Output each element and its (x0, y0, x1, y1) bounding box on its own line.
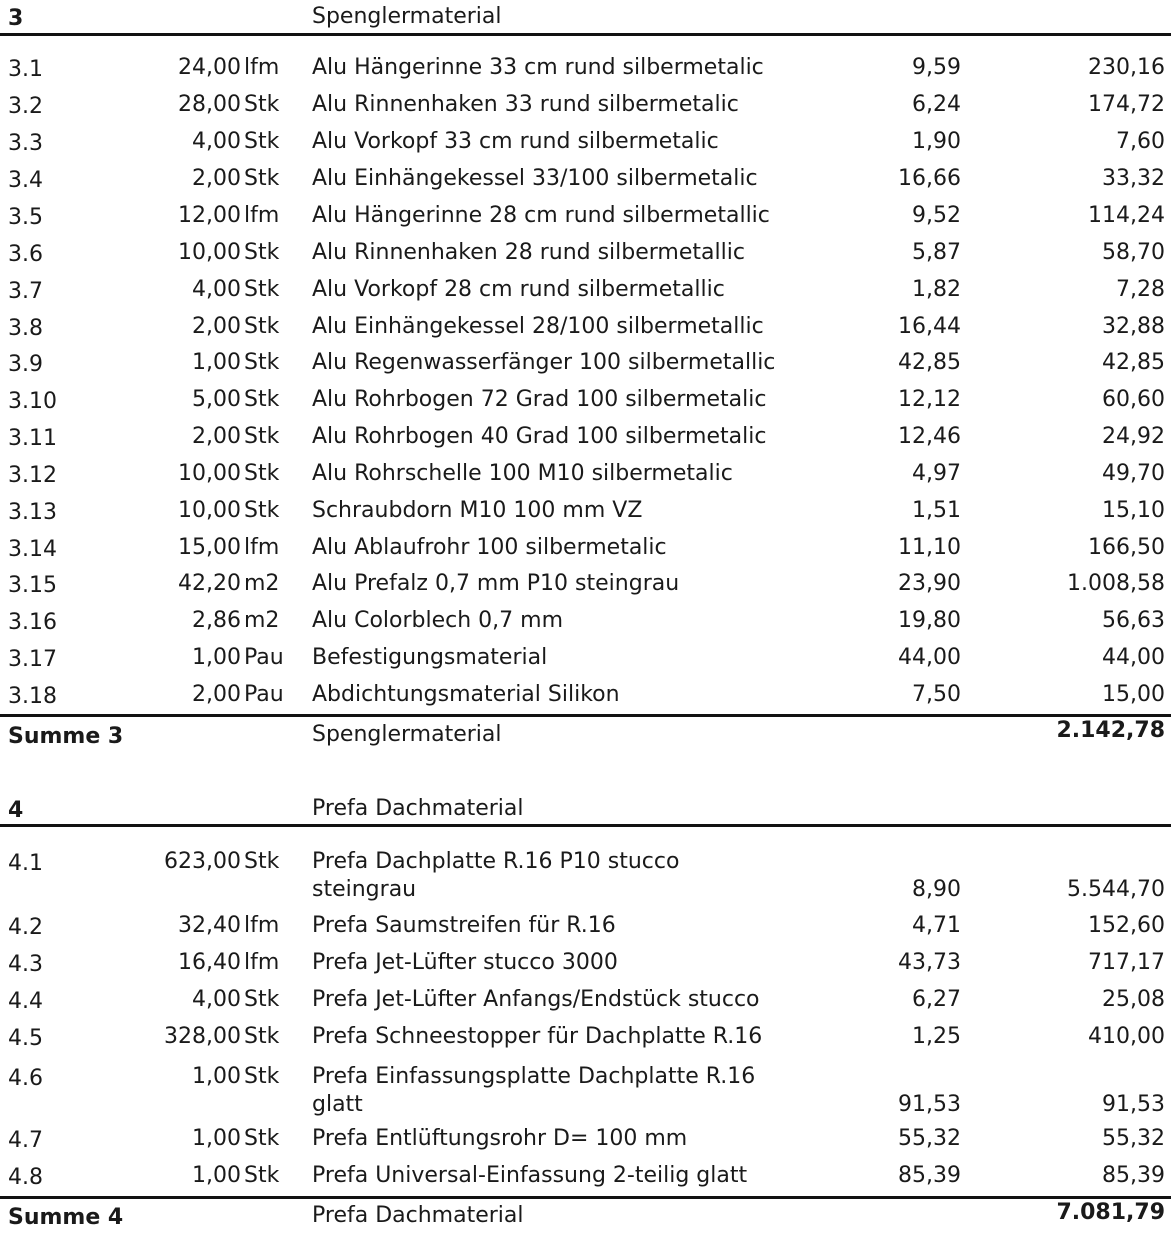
item-quantity: 10,00 (178, 461, 241, 486)
item-position: 3.11 (8, 426, 57, 451)
item-total: 32,88 (1102, 314, 1165, 339)
item-position: 3.18 (8, 684, 57, 709)
item-unit-price: 43,73 (898, 950, 961, 975)
item-position: 3.14 (8, 537, 57, 562)
item-unit: Stk (244, 314, 280, 339)
item-description: Alu Prefalz 0,7 mm P10 steingrau (312, 571, 680, 596)
item-unit: m2 (244, 571, 280, 596)
item-description: Prefa Dachplatte R.16 P10 stucco (312, 849, 680, 874)
item-total: 174,72 (1088, 92, 1165, 117)
item-unit-price: 8,90 (912, 877, 961, 902)
item-unit: lfm (244, 535, 280, 560)
item-total: 33,32 (1102, 166, 1165, 191)
item-description: Prefa Schneestopper für Dachplatte R.16 (312, 1024, 763, 1049)
item-quantity: 1,00 (192, 645, 241, 670)
item-description: Prefa Universal-Einfassung 2-teilig glatt (312, 1163, 748, 1188)
item-total: 60,60 (1102, 387, 1165, 412)
item-total: 152,60 (1088, 913, 1165, 938)
item-description: Alu Regenwasserfänger 100 silbermetallic (312, 350, 776, 375)
item-quantity: 24,00 (178, 55, 241, 80)
item-unit-price: 1,25 (912, 1024, 961, 1049)
section-number: 3 (8, 6, 24, 31)
item-description: Schraubdorn M10 100 mm VZ (312, 498, 643, 523)
item-unit: lfm (244, 55, 280, 80)
item-position: 4.4 (8, 989, 43, 1014)
item-quantity: 10,00 (178, 498, 241, 523)
item-quantity: 623,00 (164, 849, 241, 874)
item-unit: Stk (244, 461, 280, 486)
section-sum-title: Spenglermaterial (312, 722, 502, 747)
item-unit: Stk (244, 277, 280, 302)
item-position: 3.1 (8, 57, 43, 82)
item-quantity: 12,00 (178, 203, 241, 228)
item-unit-price: 7,50 (912, 682, 961, 707)
item-total: 1.008,58 (1067, 571, 1165, 596)
item-unit-price: 11,10 (898, 535, 961, 560)
item-description: Alu Rinnenhaken 28 rund silbermetallic (312, 240, 745, 265)
item-unit: Stk (244, 1064, 280, 1089)
item-quantity: 2,00 (192, 682, 241, 707)
section-sum-label: Summe 3 (8, 724, 124, 749)
item-quantity: 2,00 (192, 166, 241, 191)
item-total: 5.544,70 (1067, 877, 1165, 902)
item-position: 4.8 (8, 1165, 43, 1190)
item-quantity: 4,00 (192, 129, 241, 154)
item-description: Alu Hängerinne 33 cm rund silbermetalic (312, 55, 764, 80)
item-description: Alu Einhängekessel 28/100 silbermetallic (312, 314, 764, 339)
section-sum-title: Prefa Dachmaterial (312, 1203, 524, 1228)
item-quantity: 28,00 (178, 92, 241, 117)
item-unit: lfm (244, 203, 280, 228)
item-quantity: 10,00 (178, 240, 241, 265)
item-unit-price: 19,80 (898, 608, 961, 633)
item-description: Alu Einhängekessel 33/100 silbermetalic (312, 166, 758, 191)
item-quantity: 328,00 (164, 1024, 241, 1049)
item-position: 4.1 (8, 851, 43, 876)
item-unit-price: 12,12 (898, 387, 961, 412)
item-position: 3.5 (8, 205, 43, 230)
item-total: 56,63 (1102, 608, 1165, 633)
item-quantity: 2,00 (192, 424, 241, 449)
item-description: Alu Colorblech 0,7 mm (312, 608, 564, 633)
item-description: Alu Rohrbogen 40 Grad 100 silbermetalic (312, 424, 767, 449)
item-description: Prefa Entlüftungsrohr D= 100 mm (312, 1126, 688, 1151)
item-unit: Stk (244, 129, 280, 154)
item-unit: Stk (244, 1024, 280, 1049)
item-quantity: 1,00 (192, 1163, 241, 1188)
item-description: Alu Rohrschelle 100 M10 silbermetalic (312, 461, 733, 486)
section-header-rule (0, 33, 1171, 36)
item-total: 49,70 (1102, 461, 1165, 486)
item-unit: lfm (244, 913, 280, 938)
item-unit: Pau (244, 682, 284, 707)
item-description: Prefa Jet-Lüfter stucco 3000 (312, 950, 618, 975)
item-quantity: 1,00 (192, 1064, 241, 1089)
section-number: 4 (8, 798, 24, 823)
item-unit-price: 42,85 (898, 350, 961, 375)
item-description: Abdichtungsmaterial Silikon (312, 682, 620, 707)
item-unit: Stk (244, 387, 280, 412)
item-quantity: 2,86 (192, 608, 241, 633)
item-unit: Stk (244, 498, 280, 523)
item-total: 91,53 (1102, 1092, 1165, 1117)
item-unit: Stk (244, 849, 280, 874)
item-unit-price: 4,97 (912, 461, 961, 486)
item-position: 4.3 (8, 952, 43, 977)
section-sum-rule (0, 1196, 1171, 1199)
item-unit: m2 (244, 608, 280, 633)
item-unit: Pau (244, 645, 284, 670)
item-quantity: 1,00 (192, 350, 241, 375)
item-position: 3.12 (8, 463, 57, 488)
item-description: Befestigungsmaterial (312, 645, 548, 670)
item-quantity: 15,00 (178, 535, 241, 560)
item-total: 410,00 (1088, 1024, 1165, 1049)
item-unit: lfm (244, 950, 280, 975)
item-description: Alu Vorkopf 33 cm rund silbermetalic (312, 129, 719, 154)
item-total: 24,92 (1102, 424, 1165, 449)
item-unit-price: 85,39 (898, 1163, 961, 1188)
section-sum-total: 2.142,78 (1056, 718, 1165, 743)
item-unit-price: 9,52 (912, 203, 961, 228)
item-quantity: 4,00 (192, 987, 241, 1012)
item-total: 7,28 (1116, 277, 1165, 302)
section-title: Prefa Dachmaterial (312, 796, 524, 821)
item-position: 3.16 (8, 610, 57, 635)
item-unit: Stk (244, 166, 280, 191)
item-total: 25,08 (1102, 987, 1165, 1012)
item-description: Alu Ablaufrohr 100 silbermetalic (312, 535, 667, 560)
item-position: 3.6 (8, 242, 43, 267)
item-quantity: 5,00 (192, 387, 241, 412)
item-description: glatt (312, 1092, 363, 1117)
item-position: 3.10 (8, 389, 57, 414)
item-unit: Stk (244, 424, 280, 449)
item-description: Prefa Jet-Lüfter Anfangs/Endstück stucco (312, 987, 760, 1012)
item-quantity: 32,40 (178, 913, 241, 938)
item-unit-price: 1,90 (912, 129, 961, 154)
item-unit: Stk (244, 240, 280, 265)
item-unit-price: 1,82 (912, 277, 961, 302)
item-description: Alu Rinnenhaken 33 rund silbermetalic (312, 92, 739, 117)
item-unit-price: 16,44 (898, 314, 961, 339)
item-position: 3.13 (8, 500, 57, 525)
section-sum-rule (0, 714, 1171, 717)
item-unit-price: 6,24 (912, 92, 961, 117)
item-position: 4.6 (8, 1066, 43, 1091)
item-unit-price: 4,71 (912, 913, 961, 938)
item-position: 4.7 (8, 1128, 43, 1153)
item-position: 4.5 (8, 1026, 43, 1051)
item-position: 3.17 (8, 647, 57, 672)
item-unit-price: 9,59 (912, 55, 961, 80)
item-total: 44,00 (1102, 645, 1165, 670)
item-position: 3.15 (8, 573, 57, 598)
item-total: 85,39 (1102, 1163, 1165, 1188)
item-total: 15,00 (1102, 682, 1165, 707)
item-quantity: 42,20 (178, 571, 241, 596)
item-unit-price: 91,53 (898, 1092, 961, 1117)
item-quantity: 2,00 (192, 314, 241, 339)
item-position: 3.7 (8, 279, 43, 304)
item-unit-price: 12,46 (898, 424, 961, 449)
item-unit: Stk (244, 1126, 280, 1151)
item-unit: Stk (244, 350, 280, 375)
item-description: Alu Hängerinne 28 cm rund silbermetallic (312, 203, 770, 228)
item-total: 114,24 (1088, 203, 1165, 228)
item-unit: Stk (244, 1163, 280, 1188)
item-quantity: 4,00 (192, 277, 241, 302)
item-unit-price: 1,51 (912, 498, 961, 523)
section-header-rule (0, 824, 1171, 827)
section-title: Spenglermaterial (312, 4, 502, 29)
item-position: 3.4 (8, 168, 43, 193)
item-unit-price: 16,66 (898, 166, 961, 191)
item-description: Alu Rohrbogen 72 Grad 100 silbermetalic (312, 387, 767, 412)
item-unit-price: 44,00 (898, 645, 961, 670)
item-total: 7,60 (1116, 129, 1165, 154)
item-description: Prefa Einfassungsplatte Dachplatte R.16 (312, 1064, 756, 1089)
item-total: 717,17 (1088, 950, 1165, 975)
item-unit-price: 5,87 (912, 240, 961, 265)
item-total: 166,50 (1088, 535, 1165, 560)
item-position: 4.2 (8, 915, 43, 940)
section-sum-total: 7.081,79 (1056, 1200, 1165, 1225)
item-unit: Stk (244, 987, 280, 1012)
item-total: 58,70 (1102, 240, 1165, 265)
item-unit-price: 55,32 (898, 1126, 961, 1151)
item-position: 3.9 (8, 352, 43, 377)
item-description: steingrau (312, 877, 417, 902)
item-position: 3.2 (8, 94, 43, 119)
item-total: 15,10 (1102, 498, 1165, 523)
item-unit-price: 23,90 (898, 571, 961, 596)
item-unit-price: 6,27 (912, 987, 961, 1012)
item-unit: Stk (244, 92, 280, 117)
item-total: 230,16 (1088, 55, 1165, 80)
item-description: Prefa Saumstreifen für R.16 (312, 913, 616, 938)
item-description: Alu Vorkopf 28 cm rund silbermetallic (312, 277, 725, 302)
item-position: 3.8 (8, 316, 43, 341)
item-position: 3.3 (8, 131, 43, 156)
item-total: 42,85 (1102, 350, 1165, 375)
item-quantity: 1,00 (192, 1126, 241, 1151)
item-total: 55,32 (1102, 1126, 1165, 1151)
section-sum-label: Summe 4 (8, 1205, 124, 1230)
item-quantity: 16,40 (178, 950, 241, 975)
